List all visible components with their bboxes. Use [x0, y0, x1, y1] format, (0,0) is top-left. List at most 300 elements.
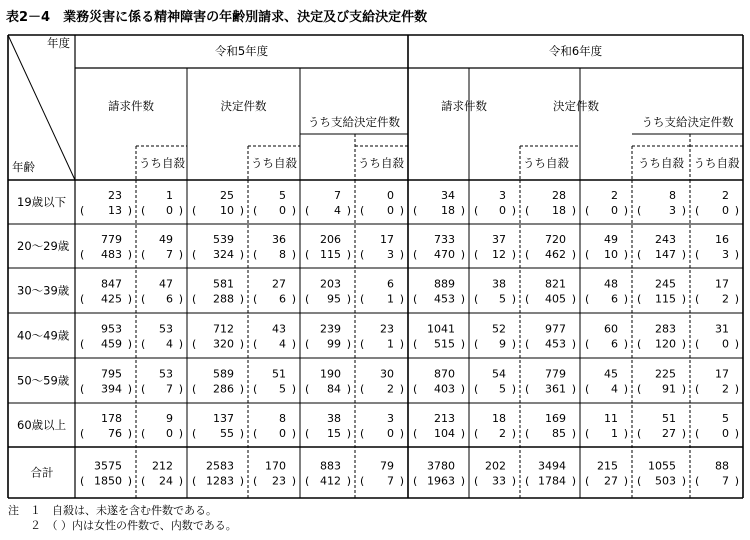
cell-female-count: 120	[655, 337, 676, 351]
cell-count: 581	[213, 277, 234, 291]
paren-open: (	[637, 204, 642, 217]
paren-open: (	[141, 337, 146, 351]
paren-open: (	[192, 427, 197, 440]
cell-female-count: 7	[387, 474, 394, 488]
cell-count: 37	[492, 233, 506, 246]
cell-count: 88	[715, 459, 729, 473]
paren-close: )	[399, 427, 404, 440]
row-label: 合計	[30, 465, 54, 480]
corner-year-label: 年度	[47, 36, 70, 50]
paren-close: )	[571, 337, 576, 351]
paren-close: )	[734, 248, 739, 261]
paren-close: )	[178, 427, 183, 440]
paren-close: )	[239, 382, 244, 396]
cell-count: 215	[597, 459, 618, 473]
paren-close: )	[346, 248, 351, 261]
cell-count: 953	[101, 322, 122, 336]
cell-female-count: 7	[166, 248, 173, 261]
cell-count: 5	[279, 189, 286, 202]
cell-female-count: 0	[387, 204, 394, 217]
paren-close: )	[399, 204, 404, 217]
corner-age-label: 年齢	[12, 160, 35, 174]
paren-open: (	[80, 382, 85, 396]
cell-female-count: 8	[279, 248, 286, 261]
cell-count: 17	[715, 367, 729, 381]
cell-count: 31	[715, 322, 729, 336]
paren-close: )	[681, 248, 686, 261]
paren-close: )	[346, 292, 351, 306]
paren-close: )	[178, 337, 183, 351]
cell-count: 821	[545, 277, 566, 291]
paren-open: (	[253, 337, 258, 351]
paren-close: )	[511, 337, 516, 351]
paren-open: (	[305, 382, 310, 396]
paren-close: )	[239, 427, 244, 440]
cell-count: 203	[320, 277, 341, 291]
paren-close: )	[127, 382, 132, 396]
cell-female-count: 5	[499, 292, 506, 306]
cell-female-count: 4	[279, 337, 286, 351]
cell-count: 720	[545, 233, 566, 246]
paren-open: (	[637, 474, 642, 488]
group-header: 決定件数	[220, 99, 267, 113]
table-title: 表2－4 業務災害に係る精神障害の年齢別請求、決定及び支給決定件数	[6, 10, 428, 25]
paren-close: )	[399, 292, 404, 306]
cell-female-count: 10	[604, 248, 618, 261]
paren-open: (	[141, 204, 146, 217]
paren-open: (	[80, 337, 85, 351]
cell-count: 795	[101, 367, 122, 381]
paren-close: )	[460, 474, 465, 488]
paren-open: (	[360, 474, 365, 488]
cell-count: 779	[545, 367, 566, 381]
paren-open: (	[695, 204, 700, 217]
paren-close: )	[239, 474, 244, 488]
paren-close: )	[178, 292, 183, 306]
paren-close: )	[511, 204, 516, 217]
paren-close: )	[399, 337, 404, 351]
cell-count: 47	[159, 277, 173, 291]
cell-female-count: 9	[499, 337, 506, 351]
cell-count: 883	[320, 459, 341, 473]
cell-female-count: 0	[722, 204, 729, 217]
cell-count: 239	[320, 322, 341, 336]
paren-close: )	[511, 292, 516, 306]
paren-open: (	[305, 427, 310, 440]
cell-count: 213	[434, 412, 455, 425]
cell-female-count: 361	[545, 382, 566, 396]
paren-open: (	[192, 248, 197, 261]
paren-close: )	[623, 382, 628, 396]
cell-count: 49	[604, 233, 618, 246]
cell-female-count: 412	[320, 474, 341, 488]
cell-count: 3	[387, 412, 394, 425]
cell-female-count: 1	[387, 292, 394, 306]
cell-female-count: 10	[220, 204, 234, 217]
paren-close: )	[346, 337, 351, 351]
paren-close: )	[623, 427, 628, 440]
cell-female-count: 320	[213, 337, 234, 351]
paren-open: (	[253, 204, 258, 217]
cell-count: 53	[159, 322, 173, 336]
cell-count: 539	[213, 233, 234, 246]
paren-open: (	[413, 292, 418, 306]
paren-open: (	[192, 382, 197, 396]
paren-open: (	[192, 292, 197, 306]
cell-female-count: 12	[492, 248, 506, 261]
cell-count: 206	[320, 233, 341, 246]
paren-open: (	[695, 474, 700, 488]
cell-female-count: 3	[669, 204, 676, 217]
paren-open: (	[474, 292, 479, 306]
cell-count: 36	[272, 233, 286, 246]
paren-close: )	[127, 474, 132, 488]
cell-female-count: 462	[545, 248, 566, 261]
paren-open: (	[695, 248, 700, 261]
paren-close: )	[291, 204, 296, 217]
paren-open: (	[695, 382, 700, 396]
paren-close: )	[734, 427, 739, 440]
sub-header: うち自殺	[139, 156, 185, 170]
cell-count: 733	[434, 233, 455, 246]
paren-open: (	[360, 292, 365, 306]
paren-close: )	[460, 248, 465, 261]
paren-open: (	[305, 292, 310, 306]
group-header: 請求件数	[441, 99, 487, 113]
paren-open: (	[360, 337, 365, 351]
paren-open: (	[80, 204, 85, 217]
paren-open: (	[141, 248, 146, 261]
cell-female-count: 3	[722, 248, 729, 261]
cell-count: 1055	[648, 459, 676, 473]
cell-female-count: 2	[387, 382, 394, 396]
paren-open: (	[637, 248, 642, 261]
paren-close: )	[291, 427, 296, 440]
cell-female-count: 453	[434, 292, 455, 306]
paren-open: (	[525, 382, 530, 396]
paren-open: (	[525, 337, 530, 351]
paren-open: (	[253, 474, 258, 488]
paren-open: (	[413, 337, 418, 351]
cell-female-count: 55	[220, 427, 234, 440]
cell-count: 190	[320, 367, 341, 381]
paren-close: )	[571, 382, 576, 396]
cell-count: 2	[611, 189, 618, 202]
paren-close: )	[511, 248, 516, 261]
cell-female-count: 515	[434, 337, 455, 351]
cell-count: 243	[655, 233, 676, 246]
cell-count: 202	[485, 459, 506, 473]
cell-count: 6	[387, 277, 394, 291]
cell-female-count: 91	[662, 382, 676, 396]
paren-close: )	[681, 427, 686, 440]
paren-open: (	[474, 427, 479, 440]
group-header: うち支給決定件数	[308, 115, 400, 129]
cell-female-count: 5	[279, 382, 286, 396]
cell-count: 5	[722, 412, 729, 425]
paren-open: (	[413, 474, 418, 488]
paren-open: (	[305, 337, 310, 351]
cell-female-count: 1	[387, 337, 394, 351]
cell-female-count: 459	[101, 337, 122, 351]
paren-open: (	[360, 204, 365, 217]
cell-female-count: 4	[611, 382, 618, 396]
cell-female-count: 23	[272, 474, 286, 488]
paren-open: (	[413, 248, 418, 261]
cell-female-count: 85	[552, 427, 566, 440]
paren-close: )	[460, 204, 465, 217]
cell-female-count: 0	[499, 204, 506, 217]
paren-open: (	[695, 427, 700, 440]
cell-female-count: 6	[279, 292, 286, 306]
paren-close: )	[127, 337, 132, 351]
cell-female-count: 288	[213, 292, 234, 306]
cell-count: 38	[492, 277, 506, 291]
paren-close: )	[571, 248, 576, 261]
cell-count: 178	[101, 412, 122, 425]
paren-open: (	[360, 248, 365, 261]
paren-close: )	[460, 337, 465, 351]
cell-count: 3494	[538, 459, 566, 473]
paren-close: )	[346, 204, 351, 217]
cell-female-count: 324	[213, 248, 234, 261]
row-label: 30～39歳	[17, 283, 70, 298]
cell-female-count: 18	[441, 204, 455, 217]
cell-count: 49	[159, 233, 173, 246]
note-2: ２ （ ）内は女性の件数で、内数である。	[8, 519, 237, 532]
cell-female-count: 6	[611, 337, 618, 351]
paren-close: )	[623, 337, 628, 351]
paren-close: )	[178, 382, 183, 396]
cell-count: 283	[655, 322, 676, 336]
paren-close: )	[681, 204, 686, 217]
row-label: 19歳以下	[17, 195, 67, 209]
paren-open: (	[305, 248, 310, 261]
cell-female-count: 2	[499, 427, 506, 440]
cell-female-count: 453	[545, 337, 566, 351]
paren-close: )	[571, 427, 576, 440]
cell-count: 48	[604, 277, 618, 291]
paren-open: (	[305, 204, 310, 217]
cell-count: 870	[434, 367, 455, 381]
paren-open: (	[525, 474, 530, 488]
paren-close: )	[127, 292, 132, 306]
cell-count: 23	[380, 322, 394, 336]
cell-female-count: 95	[327, 292, 341, 306]
cell-female-count: 6	[611, 292, 618, 306]
cell-count: 589	[213, 367, 234, 381]
cell-count: 8	[669, 189, 676, 202]
cell-female-count: 394	[101, 382, 122, 396]
paren-open: (	[585, 204, 590, 217]
cell-female-count: 3	[387, 248, 394, 261]
paren-open: (	[413, 204, 418, 217]
cell-female-count: 1784	[538, 474, 566, 488]
paren-open: (	[360, 382, 365, 396]
corner-diagonal	[8, 35, 75, 180]
paren-open: (	[525, 248, 530, 261]
paren-close: )	[460, 382, 465, 396]
paren-open: (	[637, 427, 642, 440]
paren-close: )	[239, 292, 244, 306]
cell-count: 25	[220, 189, 234, 202]
cell-count: 0	[387, 189, 394, 202]
cell-count: 212	[152, 459, 173, 473]
paren-close: )	[511, 382, 516, 396]
cell-count: 779	[101, 233, 122, 246]
cell-count: 847	[101, 277, 122, 291]
cell-female-count: 0	[722, 427, 729, 440]
paren-open: (	[253, 292, 258, 306]
sub-header: うち自殺	[358, 156, 404, 170]
paren-close: )	[511, 427, 516, 440]
paren-open: (	[80, 427, 85, 440]
cell-female-count: 18	[552, 204, 566, 217]
cell-female-count: 4	[166, 337, 173, 351]
cell-count: 977	[545, 322, 566, 336]
cell-female-count: 115	[655, 292, 676, 306]
cell-female-count: 33	[492, 474, 506, 488]
cell-female-count: 4	[334, 204, 341, 217]
cell-female-count: 1850	[94, 474, 122, 488]
cell-count: 3	[499, 189, 506, 202]
cell-count: 1041	[427, 322, 455, 336]
paren-close: )	[239, 204, 244, 217]
cell-count: 137	[213, 412, 234, 425]
note-1: 注 １ 自殺は、未遂を含む件数である。	[8, 504, 217, 517]
cell-count: 34	[441, 189, 455, 202]
cell-female-count: 1283	[206, 474, 234, 488]
paren-close: )	[127, 248, 132, 261]
paren-close: )	[291, 474, 296, 488]
paren-open: (	[141, 382, 146, 396]
cell-count: 8	[279, 412, 286, 425]
cell-female-count: 0	[279, 204, 286, 217]
paren-close: )	[346, 474, 351, 488]
sub-header: うち自殺	[251, 156, 297, 170]
cell-count: 51	[662, 412, 676, 425]
paren-close: )	[734, 292, 739, 306]
cell-count: 245	[655, 277, 676, 291]
group-header: うち支給決定件数	[641, 115, 734, 129]
cell-count: 2583	[206, 459, 234, 473]
paren-open: (	[474, 248, 479, 261]
paren-close: )	[460, 427, 465, 440]
cell-female-count: 0	[387, 427, 394, 440]
group-header: 決定件数	[553, 99, 599, 113]
cell-female-count: 286	[213, 382, 234, 396]
cell-female-count: 13	[108, 204, 122, 217]
cell-female-count: 24	[159, 474, 173, 488]
cell-count: 225	[655, 367, 676, 381]
paren-open: (	[585, 427, 590, 440]
cell-count: 30	[380, 367, 394, 381]
cell-count: 169	[545, 412, 566, 425]
paren-close: )	[239, 248, 244, 261]
cell-female-count: 1	[611, 427, 618, 440]
paren-close: )	[346, 427, 351, 440]
paren-close: )	[399, 474, 404, 488]
paren-open: (	[695, 292, 700, 306]
paren-close: )	[511, 474, 516, 488]
paren-open: (	[141, 474, 146, 488]
paren-open: (	[585, 248, 590, 261]
sub-header: うち自殺	[523, 156, 569, 170]
cell-female-count: 27	[662, 427, 676, 440]
paren-open: (	[141, 427, 146, 440]
paren-open: (	[141, 292, 146, 306]
paren-close: )	[571, 292, 576, 306]
paren-close: )	[127, 204, 132, 217]
paren-open: (	[474, 474, 479, 488]
cell-female-count: 503	[655, 474, 676, 488]
cell-count: 1	[166, 189, 173, 202]
cell-female-count: 6	[166, 292, 173, 306]
paren-close: )	[178, 204, 183, 217]
row-label: 40～49歳	[17, 328, 70, 343]
paren-close: )	[460, 292, 465, 306]
paren-close: )	[734, 382, 739, 396]
cell-count: 79	[380, 459, 394, 473]
cell-count: 3780	[427, 459, 455, 473]
row-label: 50～59歳	[17, 373, 70, 388]
paren-close: )	[623, 474, 628, 488]
row-label: 60歳以上	[17, 418, 67, 432]
cell-female-count: 425	[101, 292, 122, 306]
paren-open: (	[585, 382, 590, 396]
cell-count: 38	[327, 412, 341, 425]
paren-close: )	[681, 474, 686, 488]
cell-count: 17	[380, 233, 394, 246]
paren-open: (	[637, 337, 642, 351]
paren-close: )	[291, 248, 296, 261]
paren-open: (	[695, 337, 700, 351]
paren-close: )	[239, 337, 244, 351]
cell-count: 60	[604, 322, 618, 336]
paren-open: (	[525, 204, 530, 217]
paren-open: (	[305, 474, 310, 488]
cell-count: 43	[272, 322, 286, 336]
paren-open: (	[525, 427, 530, 440]
cell-count: 45	[604, 367, 618, 381]
paren-close: )	[734, 337, 739, 351]
paren-open: (	[413, 427, 418, 440]
cell-count: 3575	[94, 459, 122, 473]
paren-close: )	[623, 204, 628, 217]
cell-female-count: 470	[434, 248, 455, 261]
paren-open: (	[637, 382, 642, 396]
paren-open: (	[637, 292, 642, 306]
year-header: 令和6年度	[548, 44, 603, 58]
cell-count: 16	[715, 233, 729, 246]
paren-close: )	[734, 204, 739, 217]
cell-female-count: 27	[604, 474, 618, 488]
paren-open: (	[80, 248, 85, 261]
cell-female-count: 0	[166, 204, 173, 217]
paren-close: )	[178, 474, 183, 488]
cell-count: 9	[166, 412, 173, 425]
paren-close: )	[681, 292, 686, 306]
paren-close: )	[291, 292, 296, 306]
cell-count: 17	[715, 277, 729, 291]
cell-female-count: 405	[545, 292, 566, 306]
paren-close: )	[399, 382, 404, 396]
paren-open: (	[80, 474, 85, 488]
paren-open: (	[474, 382, 479, 396]
cell-female-count: 0	[722, 337, 729, 351]
year-header: 令和5年度	[214, 44, 269, 58]
paren-open: (	[413, 382, 418, 396]
